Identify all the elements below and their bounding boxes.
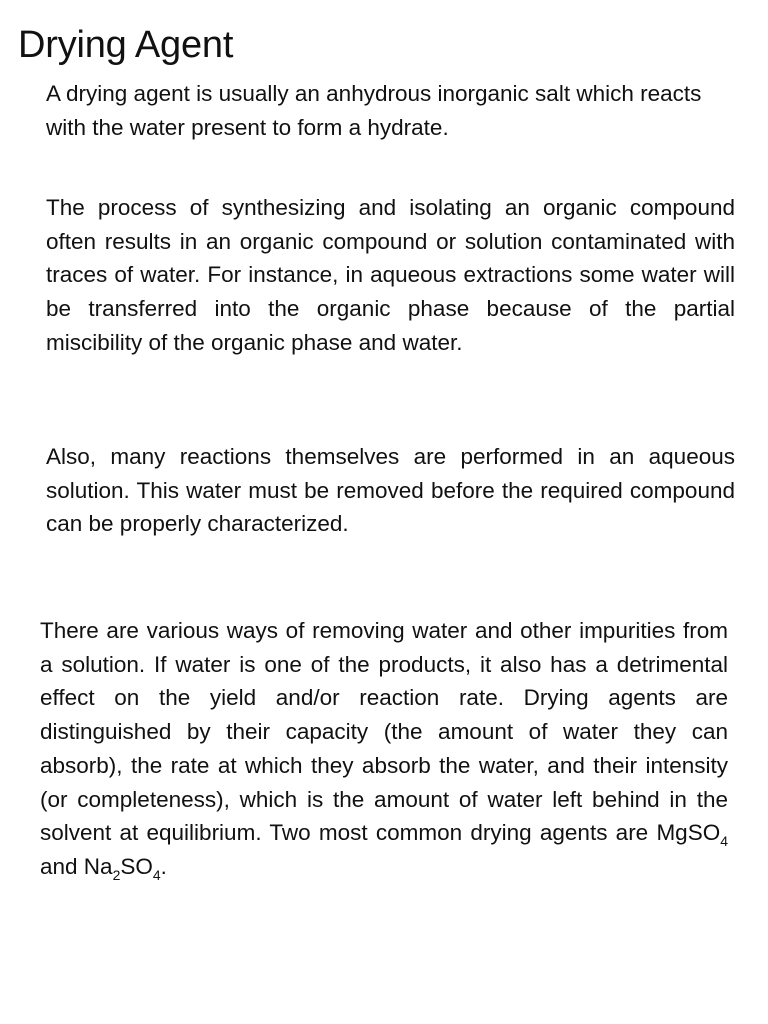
paragraph-process: The process of synthesizing and isolating an organic compound often results in an organic compound or solution contaminated with traces of water. For instance, in aqueous extractions some water will be transferred into the organic phase because of the partial miscibility of the organic phase and water. [46,195,735,355]
paragraph-aqueous-reactions: Also, many reactions themselves are performed in an aqueous solution. This water must be removed before the required compound can be properly characterized. [46,444,735,537]
mgso4-formula: MgSO$_4$ [656,820,728,850]
page-title: Drying Agent [18,24,234,66]
na2so4-formula: $Na_2SO_4$ [83,853,161,883]
paragraph-removing-water: There are various ways of removing water and other impurities from a solution. If water is one of the products, it also has a detrimental effect on the yield and/or reaction rate. Drying agents are distinguished by their capacity (the amount of water they can absorb), the rate at which they absorb the water, and their intensity (or completeness), which is the amount of water left behind in the solvent at equilibrium. Two most common drying agents are MgSO$_4$ and $Na_2SO_4$. [40,618,728,883]
paragraph-removing-water-text: There are various ways of removing water and other impurities from a solution. If water is one of the products, it also has a detrimental effect on the yield and/or reaction rate. Drying agents are distinguished by their capacity (the amount of water they can absorb), the rate at which they absorb the water, and their intensity (or completeness), which is the amount of water left behind in the solvent at equilibrium. Two most common drying agents are [40,618,728,846]
paragraph-definition: A drying agent is usually an anhydrous inorganic salt which reacts with the water present to form a hydrate. [46,81,702,140]
